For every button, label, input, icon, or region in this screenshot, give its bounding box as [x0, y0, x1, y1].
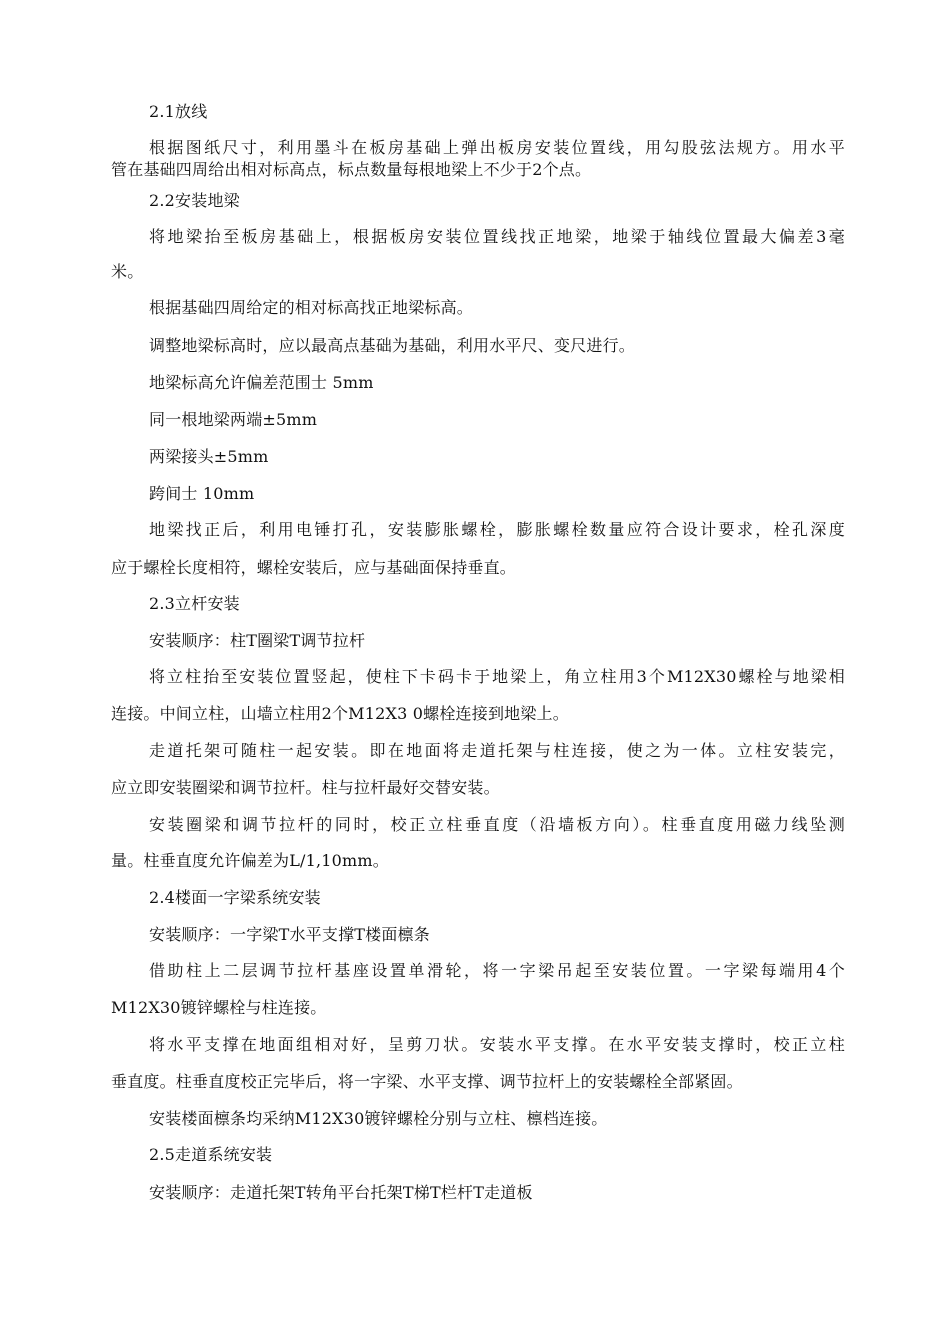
- paragraph-line: 安装顺序：一字梁T水平支撑T楼面檩条: [149, 925, 430, 944]
- paragraph-line: 应于螺栓长度相符，螺栓安装后，应与基础面保持垂直。: [111, 558, 517, 577]
- paragraph-line: 垂直度。柱垂直度校正完毕后，将一字梁、水平支撑、调节拉杆上的安装螺栓全部紧固。: [111, 1072, 743, 1091]
- paragraph-line: 安装顺序：走道托架T转角平台托架T梯T栏杆T走道板: [149, 1183, 533, 1202]
- paragraph-line: 根据基础四周给定的相对标高找正地梁标高。: [149, 298, 474, 317]
- paragraph-line: 将地梁抬至板房基础上，根据板房安装位置线找正地梁，地梁于轴线位置最大偏差3毫: [149, 227, 845, 246]
- heading-2-5: 2.5走道系统安装: [149, 1145, 273, 1164]
- paragraph-line: 连接。中间立柱，山墙立柱用2个M12X3 0螺栓连接到地梁上。: [111, 704, 569, 723]
- paragraph-line: 安装楼面檩条均采纳M12X30镀锌螺栓分别与立柱、檩档连接。: [149, 1109, 608, 1128]
- paragraph-line: 走道托架可随柱一起安装。即在地面将走道托架与柱连接，使之为一体。立柱安装完，: [149, 741, 845, 760]
- heading-2-3: 2.3立杆安装: [149, 594, 240, 613]
- paragraph-line: 将立柱抬至安装位置竖起，使柱下卡码卡于地梁上，角立柱用3个M12X30螺栓与地梁相: [149, 667, 845, 686]
- paragraph-line: 安装顺序：柱T圈梁T调节拉杆: [149, 631, 366, 650]
- heading-2-4: 2.4楼面一字梁系统安装: [149, 888, 321, 907]
- paragraph-line: 安装圈梁和调节拉杆的同时，校正立柱垂直度（沿墙板方向）。柱垂直度用磁力线坠测: [149, 815, 845, 834]
- paragraph-line: 借助柱上二层调节拉杆基座设置单滑轮，将一字梁吊起至安装位置。一字梁每端用4个: [149, 961, 845, 980]
- heading-2-1: 2.1放线: [149, 102, 208, 121]
- paragraph-line: 根据图纸尺寸，利用墨斗在板房基础上弹出板房安装位置线，用勾股弦法规方。用水平: [149, 138, 845, 157]
- paragraph-line: 应立即安装圈梁和调节拉杆。柱与拉杆最好交替安装。: [111, 778, 500, 797]
- paragraph-line: 将水平支撑在地面组相对好，呈剪刀状。安装水平支撑。在水平安装支撑时，校正立柱: [149, 1035, 845, 1054]
- paragraph-line: 地梁找正后，利用电锤打孔，安装膨胀螺栓，膨胀螺栓数量应符合设计要求，栓孔深度: [149, 520, 845, 539]
- paragraph-line: 调整地梁标高时，应以最高点基础为基础，利用水平尺、变尺进行。: [149, 336, 636, 355]
- paragraph-line: 跨间士 10mm: [149, 484, 255, 503]
- paragraph-line: M12X30镀锌螺栓与柱连接。: [111, 998, 327, 1017]
- paragraph-line: 米。: [111, 262, 144, 281]
- paragraph-line: 量。柱垂直度允许偏差为L/1,10mm。: [111, 851, 389, 870]
- paragraph-line: 同一根地梁两端±5mm: [149, 410, 318, 429]
- heading-2-2: 2.2安装地梁: [149, 191, 240, 210]
- paragraph-line: 管在基础四周给出相对标高点，标点数量每根地梁上不少于2个点。: [111, 160, 592, 179]
- paragraph-line: 地梁标高允许偏差范围士 5mm: [149, 373, 374, 392]
- paragraph-line: 两梁接头±5mm: [149, 447, 269, 466]
